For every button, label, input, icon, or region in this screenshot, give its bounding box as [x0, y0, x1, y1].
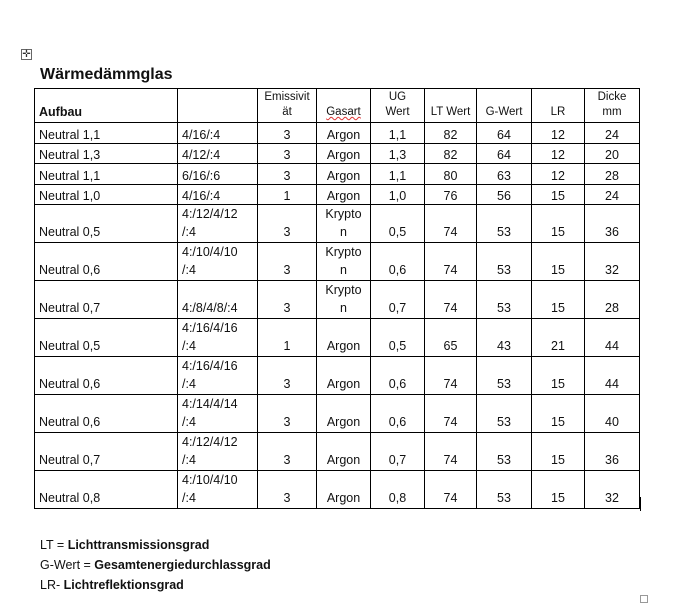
cell-lt-wert: 82 [425, 143, 477, 164]
legend-line [40, 538, 209, 552]
cell-lt-wert: 74 [425, 205, 477, 243]
cell-ug-wert: 0,6 [371, 357, 425, 395]
cell-lr: 12 [532, 164, 585, 185]
text-cursor [640, 497, 641, 511]
cell-gasart-line: Argon [326, 377, 361, 391]
cell-dicke: 24 [585, 184, 640, 205]
cell-g-wert: 64 [477, 143, 532, 164]
cell-dicke: 32 [585, 471, 640, 509]
cell-dicke: 36 [585, 433, 640, 471]
cell-lt-wert: 74 [425, 243, 477, 281]
page-corner-mark [640, 595, 648, 603]
cell-lr: 15 [532, 281, 585, 319]
cell-gasart [317, 205, 371, 243]
table-row [35, 281, 640, 319]
table-header-row [35, 89, 640, 123]
cell-config-line: 4/16/:4 [182, 127, 221, 142]
cell-gasart-line: Argon [326, 148, 361, 162]
cell-gasart [317, 395, 371, 433]
cell-config [178, 319, 258, 357]
cell-aufbau: Neutral 0,8 [35, 471, 178, 509]
table-row [35, 357, 640, 395]
cell-config [178, 281, 258, 319]
cell-aufbau: Neutral 1,1 [35, 123, 178, 144]
cell-gasart-line: Krypto [325, 245, 362, 259]
cell-gasart [317, 433, 371, 471]
legend-value: Lichtreflektionsgrad [63, 578, 184, 592]
cell-aufbau: Neutral 0,6 [35, 357, 178, 395]
cell-lt-wert: 74 [425, 357, 477, 395]
cell-lt-wert: 74 [425, 471, 477, 509]
cell-gasart-line: Argon [326, 127, 361, 142]
cell-config [178, 184, 258, 205]
cell-config [178, 357, 258, 395]
cell-lr: 15 [532, 184, 585, 205]
cell-config-line: 4:/12/4/12 [182, 435, 238, 449]
cell-gasart-line: Argon [326, 168, 361, 183]
cell-emissivitaet: 1 [258, 319, 317, 357]
cell-gasart [317, 281, 371, 319]
cell-g-wert: 53 [477, 433, 532, 471]
cell-lr: 12 [532, 123, 585, 144]
table-row [35, 184, 640, 205]
cell-g-wert: 56 [477, 184, 532, 205]
cell-lr: 21 [532, 319, 585, 357]
cell-dicke: 44 [585, 319, 640, 357]
cell-config [178, 433, 258, 471]
cell-gasart-line: Argon [326, 453, 361, 467]
cell-dicke: 40 [585, 395, 640, 433]
cell-g-wert: 64 [477, 123, 532, 144]
cell-ug-wert: 0,5 [371, 205, 425, 243]
table-row [35, 164, 640, 185]
cell-gasart-line: n [340, 301, 347, 315]
cell-emissivitaet: 3 [258, 243, 317, 281]
cell-ug-wert: 0,7 [371, 281, 425, 319]
cell-lt-wert: 74 [425, 281, 477, 319]
cell-config-line: 4:/10/4/10 [182, 473, 238, 487]
cell-ug-wert: 1,1 [371, 123, 425, 144]
cell-config-line: 4/12/:4 [182, 148, 221, 162]
cell-lr: 15 [532, 433, 585, 471]
cell-aufbau: Neutral 0,6 [35, 243, 178, 281]
table-row [35, 143, 640, 164]
cell-ug-wert: 0,6 [371, 243, 425, 281]
cell-config-line: /:4 [182, 263, 196, 277]
cell-config-line: 4:/16/4/16 [182, 321, 238, 335]
cell-ug-wert: 0,7 [371, 433, 425, 471]
cell-aufbau: Neutral 1,0 [35, 184, 178, 205]
cell-ug-wert: 0,5 [371, 319, 425, 357]
cell-emissivitaet: 3 [258, 281, 317, 319]
cell-aufbau: Neutral 0,7 [35, 281, 178, 319]
cell-g-wert: 53 [477, 281, 532, 319]
cell-config [178, 123, 258, 144]
cell-gasart-line: n [340, 225, 347, 239]
cell-aufbau: Neutral 1,1 [35, 164, 178, 185]
cell-lt-wert: 82 [425, 123, 477, 144]
cell-gasart-line: n [340, 263, 347, 277]
cell-lr: 15 [532, 205, 585, 243]
cell-config-line: 4:/16/4/16 [182, 359, 238, 373]
cell-dicke: 32 [585, 243, 640, 281]
header-g-wert: G-Wert [477, 89, 532, 123]
cell-dicke: 44 [585, 357, 640, 395]
cell-ug-wert: 1,3 [371, 143, 425, 164]
cell-gasart [317, 243, 371, 281]
cell-g-wert: 53 [477, 243, 532, 281]
cell-config-line: /:4 [182, 491, 196, 505]
legend-key: LR- [40, 578, 64, 592]
table-move-handle-icon[interactable]: ✛ [22, 49, 31, 60]
cell-dicke: 20 [585, 143, 640, 164]
cell-g-wert: 53 [477, 395, 532, 433]
cell-lr: 12 [532, 143, 585, 164]
cell-config-line: 4:/12/4/12 [182, 207, 238, 221]
cell-emissivitaet: 3 [258, 143, 317, 164]
cell-config-line: 4/16/:4 [182, 189, 221, 203]
cell-ug-wert: 1,1 [371, 164, 425, 185]
legend-key: LT = [40, 538, 68, 552]
header-lr: LR [532, 89, 585, 123]
cell-ug-wert: 1,0 [371, 184, 425, 205]
legend-key: G-Wert = [40, 558, 95, 572]
header-aufbau: Aufbau [35, 89, 178, 123]
cell-lr: 15 [532, 243, 585, 281]
legend-value: Lichttransmissionsgrad [67, 538, 210, 552]
cell-config-line: 6/16/:6 [182, 168, 221, 183]
cell-aufbau: Neutral 0,5 [35, 205, 178, 243]
cell-gasart-line: Argon [326, 339, 361, 353]
table-row [35, 395, 640, 433]
cell-g-wert: 53 [477, 205, 532, 243]
cell-config [178, 205, 258, 243]
cell-gasart-line: Argon [326, 415, 361, 429]
cell-config-line: 4:/8/4/8/:4 [182, 301, 238, 315]
table-row [35, 433, 640, 471]
cell-emissivitaet: 1 [258, 184, 317, 205]
table-row [35, 243, 640, 281]
glass-spec-table [34, 88, 640, 509]
header-config [178, 89, 258, 123]
cell-gasart-line: Krypto [325, 283, 362, 297]
legend-line [40, 578, 184, 592]
cell-lt-wert: 65 [425, 319, 477, 357]
cell-config-line: 4:/10/4/10 [182, 245, 238, 259]
table-row [35, 319, 640, 357]
cell-gasart [317, 164, 371, 185]
cell-ug-wert: 0,6 [371, 395, 425, 433]
cell-lt-wert: 74 [425, 433, 477, 471]
cell-gasart-line: Argon [326, 491, 361, 505]
cell-config-line: /:4 [182, 453, 196, 467]
cell-config [178, 471, 258, 509]
cell-gasart [317, 184, 371, 205]
table-row [35, 123, 640, 144]
cell-dicke: 28 [585, 164, 640, 185]
cell-emissivitaet: 3 [258, 471, 317, 509]
cell-emissivitaet: 3 [258, 395, 317, 433]
cell-aufbau: Neutral 0,7 [35, 433, 178, 471]
cell-config [178, 395, 258, 433]
cell-aufbau: Neutral 0,6 [35, 395, 178, 433]
cell-emissivitaet: 3 [258, 205, 317, 243]
cell-lt-wert: 74 [425, 395, 477, 433]
cell-lt-wert: 76 [425, 184, 477, 205]
cell-gasart-line: Krypto [325, 207, 362, 221]
header-ug-wert: UG Wert [371, 89, 425, 123]
cell-config-line: 4:/14/4/14 [182, 397, 238, 411]
table-row [35, 471, 640, 509]
cell-lr: 15 [532, 357, 585, 395]
legend-value: Gesamtenergiedurchlassgrad [94, 558, 271, 572]
cell-g-wert: 53 [477, 471, 532, 509]
header-dicke: Dicke mm [585, 89, 640, 123]
cell-config-line: /:4 [182, 225, 196, 239]
cell-config [178, 164, 258, 185]
cell-g-wert: 63 [477, 164, 532, 185]
cell-gasart [317, 357, 371, 395]
cell-config-line: /:4 [182, 339, 196, 353]
legend-line [40, 558, 271, 572]
cell-emissivitaet: 3 [258, 123, 317, 144]
cell-gasart [317, 143, 371, 164]
cell-config [178, 243, 258, 281]
cell-aufbau: Neutral 1,3 [35, 143, 178, 164]
header-emissivitaet: Emissivit ät [258, 89, 317, 123]
cell-emissivitaet: 3 [258, 164, 317, 185]
cell-ug-wert: 0,8 [371, 471, 425, 509]
cell-config-line: /:4 [182, 415, 196, 429]
cell-g-wert: 53 [477, 357, 532, 395]
document-title: Wärmedämmglas [40, 66, 173, 83]
cell-g-wert: 43 [477, 319, 532, 357]
header-gasart: Gasart [317, 89, 371, 123]
cell-gasart [317, 319, 371, 357]
cell-config [178, 143, 258, 164]
cell-lr: 15 [532, 471, 585, 509]
cell-emissivitaet: 3 [258, 433, 317, 471]
cell-config-line: /:4 [182, 377, 196, 391]
cell-gasart-line: Argon [326, 189, 361, 203]
cell-lt-wert: 80 [425, 164, 477, 185]
cell-gasart [317, 123, 371, 144]
cell-dicke: 28 [585, 281, 640, 319]
cell-lr: 15 [532, 395, 585, 433]
cell-gasart [317, 471, 371, 509]
cell-aufbau: Neutral 0,5 [35, 319, 178, 357]
table-row [35, 205, 640, 243]
cell-emissivitaet: 3 [258, 357, 317, 395]
header-lt-wert: LT Wert [425, 89, 477, 123]
cell-dicke: 36 [585, 205, 640, 243]
cell-dicke: 24 [585, 123, 640, 144]
